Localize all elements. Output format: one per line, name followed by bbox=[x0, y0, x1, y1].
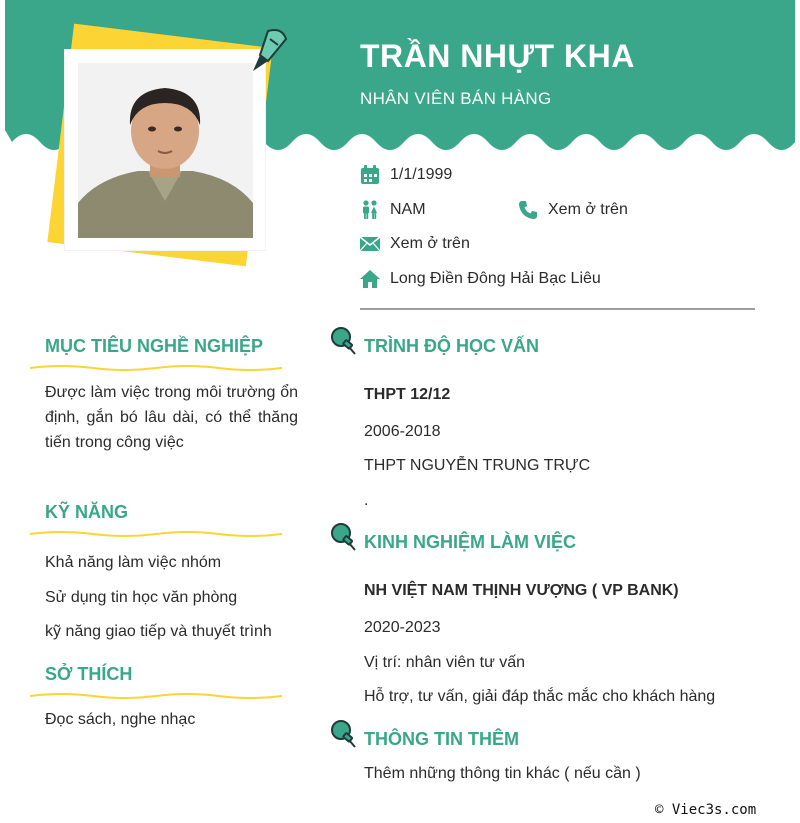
additional-title: THÔNG TIN THÊM bbox=[364, 729, 519, 749]
phone-value: Xem ở trên bbox=[548, 201, 628, 218]
education-note: . bbox=[364, 492, 369, 509]
watermark: © Viec3s.com bbox=[655, 802, 757, 818]
gender-value: NAM bbox=[390, 201, 426, 218]
pushpin-icon bbox=[330, 523, 356, 551]
phone-icon bbox=[518, 200, 538, 220]
birthday-item bbox=[360, 165, 452, 185]
address-value: Long Điền Đông Hải Bạc Liêu bbox=[390, 270, 601, 287]
profile-photo bbox=[78, 63, 253, 238]
experience-position: Vị trí: nhân viên tư vấn bbox=[364, 654, 526, 671]
home-icon bbox=[360, 269, 380, 289]
experience-title: KINH NGHIỆM LÀM VIỆC bbox=[364, 532, 577, 552]
experience-years: 2020-2023 bbox=[364, 619, 441, 636]
envelope-icon bbox=[360, 234, 380, 254]
phone-item bbox=[518, 200, 628, 220]
email-item bbox=[360, 234, 470, 254]
experience-description: Hỗ trợ, tư vấn, giải đáp thắc mắc cho khách hàng bbox=[364, 688, 716, 705]
calendar-icon bbox=[360, 165, 380, 185]
birthday-value: 1/1/1999 bbox=[390, 166, 453, 183]
education-school: THPT NGUYỄN TRUNG TRỰC bbox=[364, 457, 591, 474]
contact-divider bbox=[360, 308, 755, 310]
pen-icon bbox=[248, 25, 292, 73]
skill-item: Sử dụng tin học văn phòng bbox=[45, 589, 238, 606]
experience-company: NH VIỆT NAM THỊNH VƯỢNG ( VP BANK) bbox=[364, 582, 679, 599]
skills-wave-divider bbox=[30, 529, 282, 539]
pushpin-icon bbox=[330, 720, 356, 748]
candidate-name: TRẦN NHỰT KHA bbox=[360, 38, 635, 74]
gender-item bbox=[360, 200, 426, 220]
pushpin-icon bbox=[330, 327, 356, 355]
education-degree: THPT 12/12 bbox=[364, 386, 451, 403]
photo-frame bbox=[40, 25, 280, 275]
objective-wave-divider bbox=[30, 363, 282, 373]
address-item bbox=[360, 269, 601, 289]
skills-title: KỸ NĂNG bbox=[45, 502, 129, 522]
objective-text: Được làm việc trong môi trường ổn định, gắn bó lâu dài, có thể thăng tiến trong công việc bbox=[45, 384, 298, 451]
skill-item: kỹ năng giao tiếp và thuyết trình bbox=[45, 623, 272, 640]
skill-item: Khả năng làm việc nhóm bbox=[45, 554, 222, 571]
hobbies-wave-divider bbox=[30, 691, 282, 701]
education-title: TRÌNH ĐỘ HỌC VẤN bbox=[364, 336, 539, 356]
hobbies-title: SỞ THÍCH bbox=[45, 664, 133, 684]
objective-title: MỤC TIÊU NGHỀ NGHIỆP bbox=[45, 336, 264, 356]
job-title: NHÂN VIÊN BÁN HÀNG bbox=[360, 89, 552, 108]
gender-icon bbox=[360, 200, 380, 220]
hobbies-text: Đọc sách, nghe nhạc bbox=[45, 711, 196, 728]
additional-text: Thêm những thông tin khác ( nếu cần ) bbox=[364, 765, 641, 782]
email-value: Xem ở trên bbox=[390, 235, 470, 252]
education-years: 2006-2018 bbox=[364, 423, 441, 440]
